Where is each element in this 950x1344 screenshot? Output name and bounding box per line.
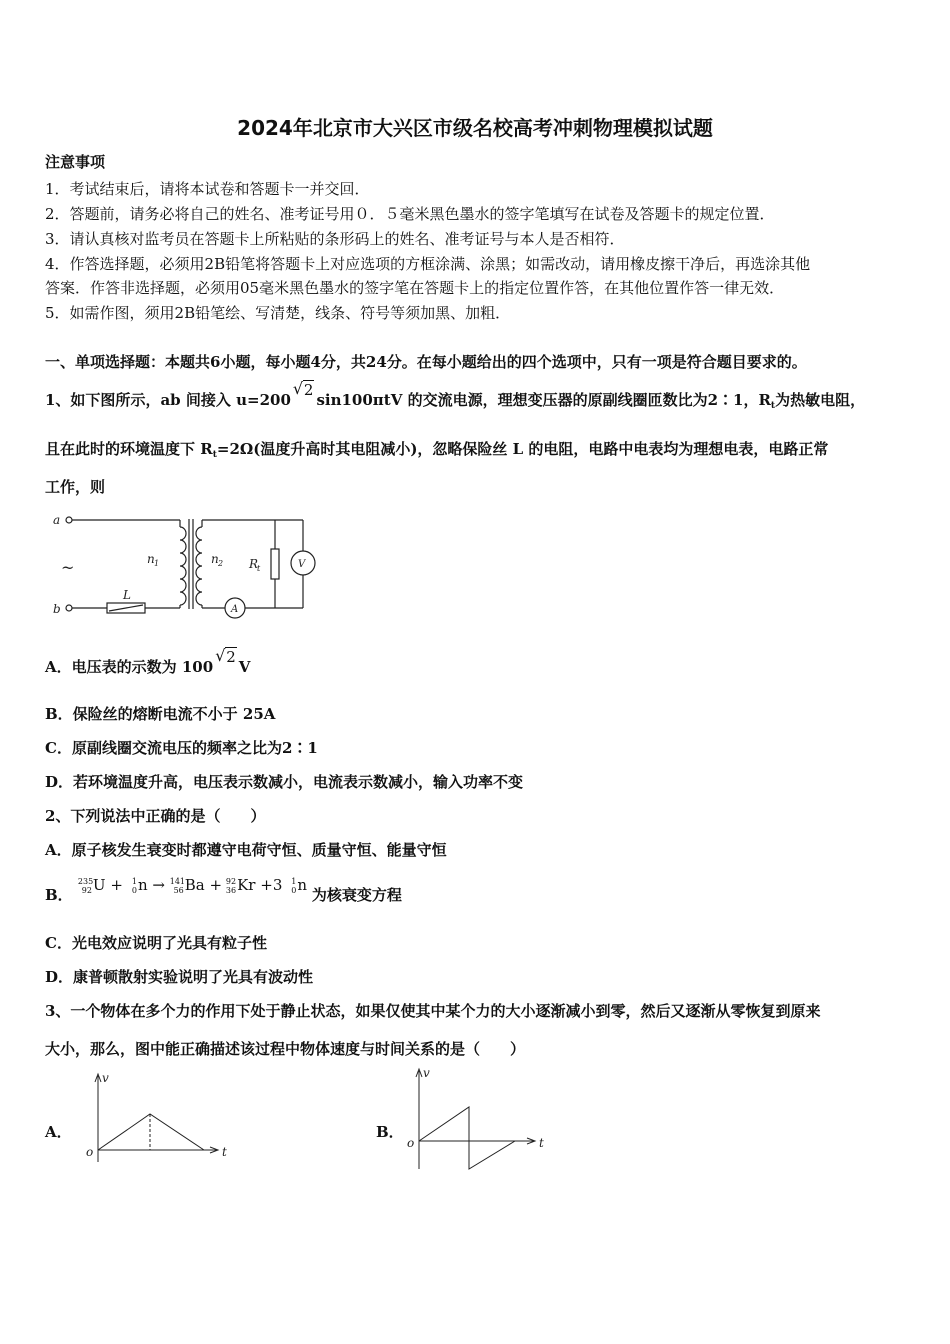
thermistor-body [271, 549, 279, 579]
label-n1-sub: 1 [154, 559, 160, 568]
q1-line1 [45, 379, 866, 411]
sqrt-symbol [215, 646, 237, 676]
q3-option-b: B． [376, 1123, 404, 1141]
iso-n1: 1 0 [131, 877, 137, 895]
symbol-neutron: n [137, 876, 148, 894]
q2-option-b-tail: 为核衰变方程 [311, 886, 402, 904]
voltmeter-label: V [298, 559, 306, 570]
label-n1: n [147, 552, 155, 566]
label-n2-sub: 2 [218, 559, 224, 568]
radical-sign: √ [292, 379, 304, 398]
q1-option-a [45, 646, 251, 677]
symbol-ba: Ba [184, 876, 205, 894]
plus-three: +3 [260, 876, 283, 894]
note-item-5: 5．如需作图，须用2B铅笔绘、写清楚，线条、符号等须加黑、加粗． [45, 304, 511, 322]
subscript-t: t [212, 450, 217, 460]
label-t: t [539, 1136, 544, 1150]
label-b: b [53, 602, 61, 616]
page-title: 2024年北京市大兴区市级名校高考冲刺物理模拟试题 [237, 116, 713, 140]
q3-line2: 大小，那么，图中能正确描述该过程中物体速度与时间关系的是（ ） [45, 1040, 526, 1058]
label-rt-sub: t [257, 564, 261, 573]
fuse-slash [109, 605, 143, 611]
arrow-icon: → [152, 876, 165, 894]
primary-coil [180, 527, 186, 605]
radicand: 2 [226, 648, 236, 666]
q1-option-c: C．原副线圈交流电压的频率之比为2∶1 [45, 739, 318, 757]
label-rt: R [249, 557, 259, 571]
label-origin: o [407, 1136, 415, 1150]
symbol-kr: Kr [237, 876, 256, 894]
q2-option-c: C．光电效应说明了光具有粒子性 [45, 934, 267, 952]
plus-sign: + [209, 876, 223, 894]
q2-option-b-label: B． [45, 886, 73, 904]
q1-text-d: 且在此时的环境温度下 R [45, 440, 213, 458]
label-origin: o [86, 1145, 94, 1159]
note-item-3: 3．请认真核对监考员在答题卡上所粘贴的条形码上的姓名、准考证号与本人是否相符． [45, 230, 625, 248]
label-t: t [222, 1145, 227, 1159]
ac-source-tilde: ~ [61, 558, 75, 577]
q1-text-b: sin100πtV 的交流电源，理想变压器的原副线圈匝数比为2∶1，R [316, 391, 771, 409]
q1-line3: 工作，则 [45, 478, 106, 496]
q2-option-b [45, 874, 402, 904]
q3-line1: 3、一个物体在多个力的作用下处于静止状态，如果仅使其中某个力的大小逐渐减小到零，然后又逐渐从零恢复到原来 [45, 1002, 821, 1020]
notes-heading: 注意事项 [45, 153, 106, 171]
radical-sign: √ [215, 646, 226, 665]
subscript-t: t [770, 401, 776, 411]
symbol-u: U [92, 876, 106, 894]
note-item-4: 4．作答选择题，必须用2B铅笔将答题卡上对应选项的方框涂满、涂黑；如需改动，请用橡皮擦干净后，再选涂其他 [45, 255, 811, 273]
q1-option-a-text: A．电压表的示数为 100 [45, 658, 214, 676]
graph-option-b [405, 1063, 565, 1175]
q3-option-a: A． [45, 1123, 72, 1141]
q1-text-a: 1、如下图所示，ab 间接入 u=200 [45, 391, 291, 409]
label-v: v [423, 1066, 430, 1080]
terminal-a [66, 517, 72, 523]
q1-option-d: D．若环境温度升高，电压表示数减小，电流表示数减小，输入功率不变 [45, 773, 524, 791]
q1-line2 [45, 438, 828, 459]
iso-n2: 1 0 [291, 877, 297, 895]
q1-option-a-unit: V [238, 658, 251, 676]
transformer-circuit-diagram [45, 505, 335, 623]
section-heading: 一、单项选择题：本题共6小题，每小题4分，共24分。在每小题给出的四个选项中，只有一项是符合题目要求的。 [45, 353, 807, 371]
nuclear-equation [78, 876, 312, 894]
label-v: v [102, 1071, 109, 1085]
note-item-2: 2．答题前，请务必将自己的姓名、准考证号用０．５毫米黑色墨水的签字笔填写在试卷及答题卡的规定位置． [45, 205, 775, 223]
label-fuse-l: L [123, 588, 131, 602]
q1-text-c: 为热敏电阻， [775, 391, 866, 409]
terminal-b [66, 605, 72, 611]
q1-text-e: =2Ω(温度升高时其电阻减小)，忽略保险丝 L 的电阻，电路中电表均为理想电表，电路正常 [216, 440, 829, 458]
iso-u: 235 92 [77, 877, 94, 895]
iso-ba: 141 56 [169, 877, 186, 895]
q2-option-a: A．原子核发生衰变时都遵守电荷守恒、质量守恒、能量守恒 [45, 841, 447, 859]
graph-option-a [80, 1068, 240, 1168]
note-item-1: 1．考试结束后，请将本试卷和答题卡一并交回． [45, 180, 370, 198]
radicand: 2 [303, 381, 314, 399]
q2-option-d: D．康普顿散射实验说明了光具有波动性 [45, 968, 314, 986]
plus-sign: + [110, 876, 123, 894]
q2-stem: 2、下列说法中正确的是（ ） [45, 807, 266, 825]
q1-option-b: B．保险丝的熔断电流不小于 25A [45, 705, 276, 723]
iso-kr: 92 36 [225, 877, 237, 895]
symbol-neutron: n [297, 876, 308, 894]
sqrt-symbol [292, 379, 315, 409]
label-a: a [53, 513, 61, 527]
label-n2: n [211, 552, 219, 566]
note-item-4-cont: 答案．作答非选择题，必须用05毫米黑色墨水的签字笔在答题卡上的指定位置作答，在其他位置作答一律无效． [45, 279, 785, 297]
ammeter-label: A [231, 604, 239, 615]
graph-b-line [419, 1107, 515, 1169]
graph-a-line [98, 1114, 204, 1150]
secondary-coil [196, 527, 202, 605]
